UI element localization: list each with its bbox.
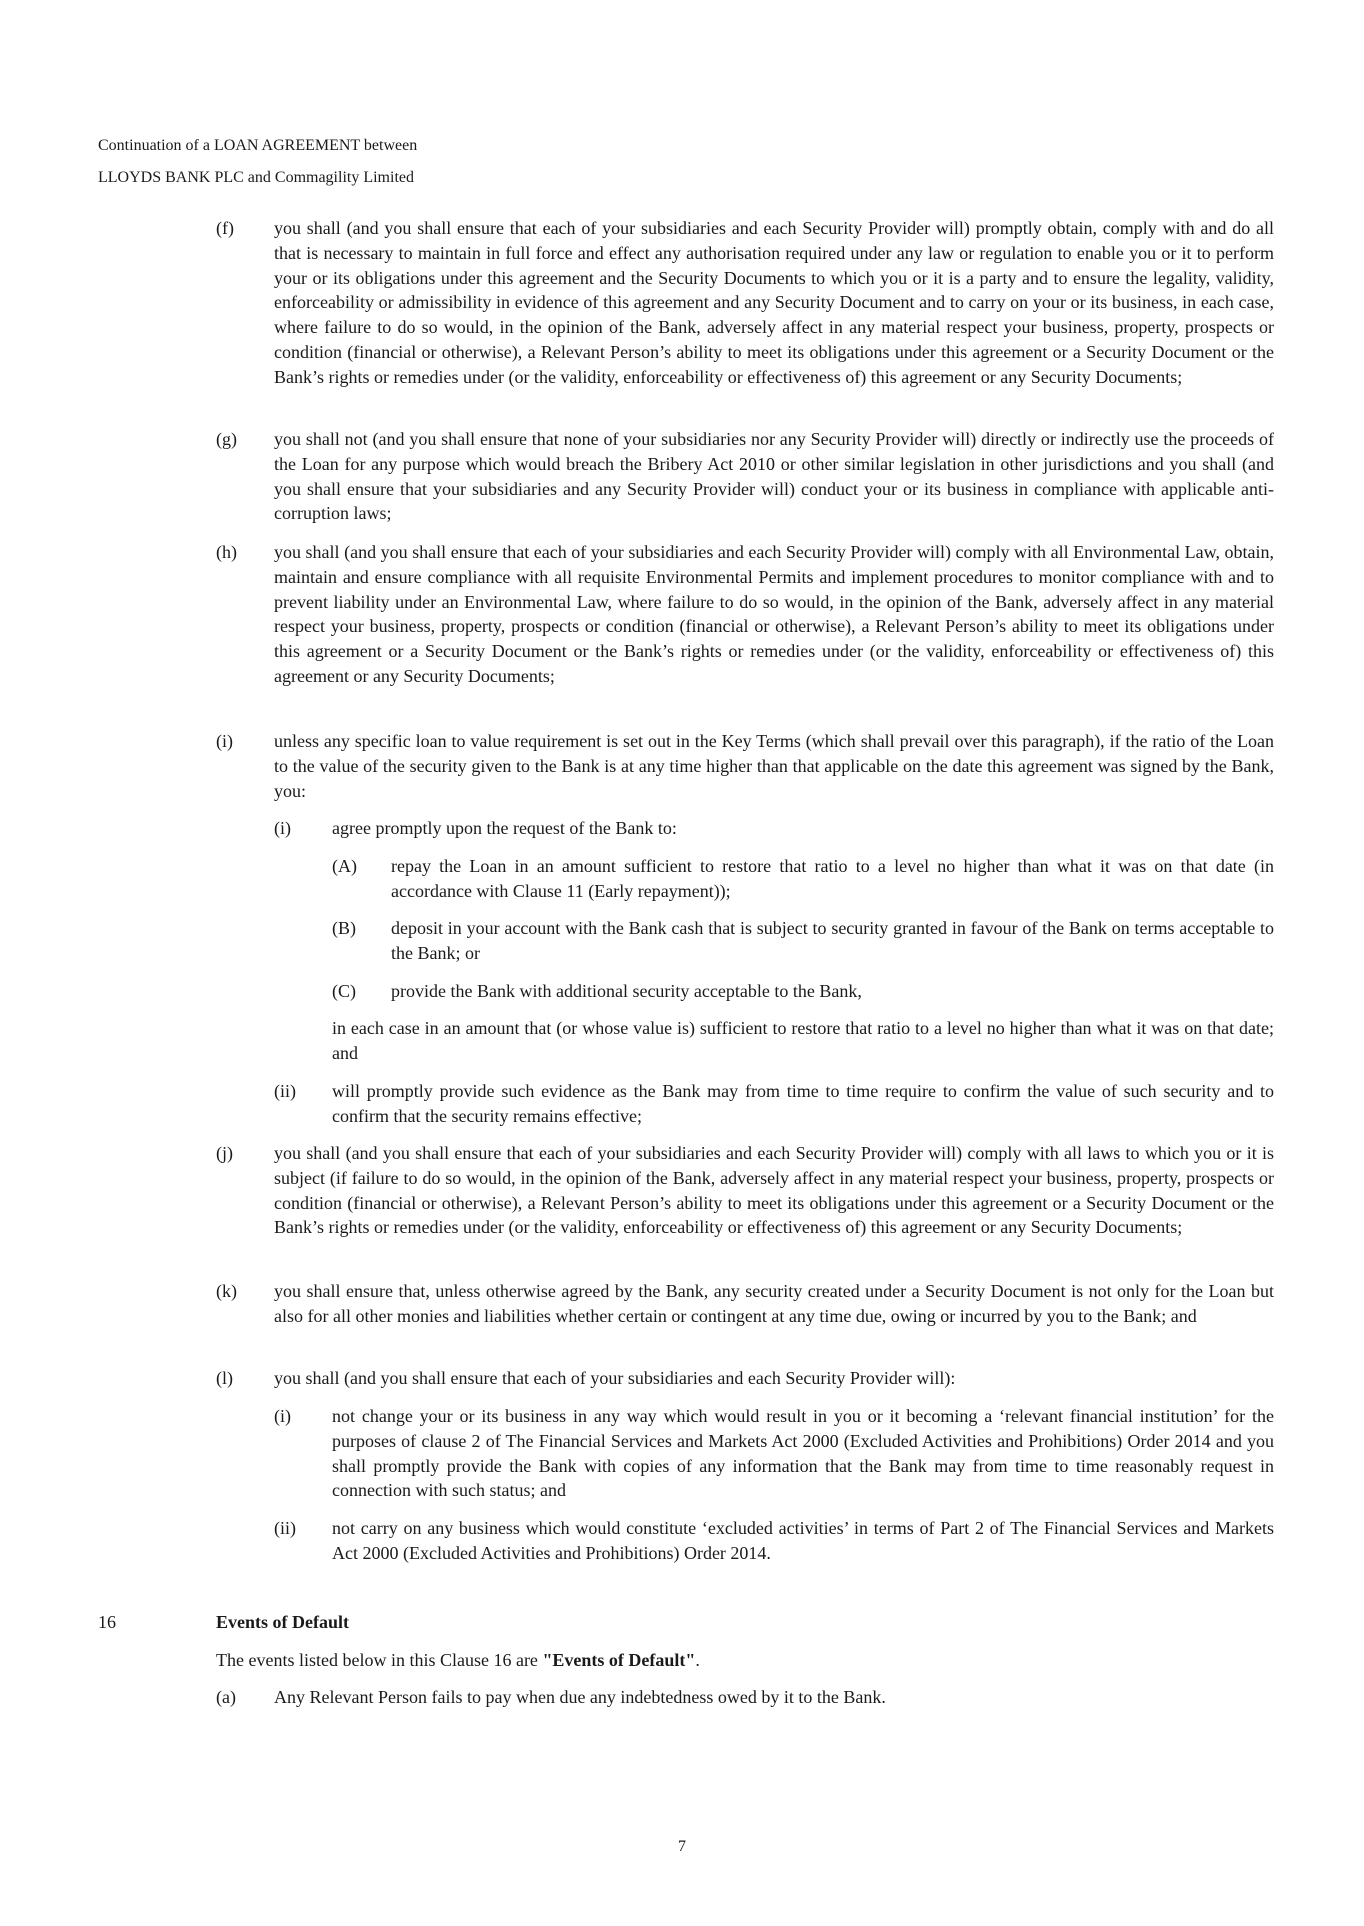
clause-l-label: (l) xyxy=(216,1368,233,1388)
section-16-intro xyxy=(216,1648,1274,1673)
clause-j-label: (j) xyxy=(216,1143,233,1163)
clause-i-i-b-text: deposit in your account with the Bank cash that is subject to security granted in favour of the Bank on terms acceptable to the Bank; or xyxy=(391,918,1274,963)
clause-i-ii-text: will promptly provide such evidence as the Bank may from time to time require to confirm the value of such security and to confirm that the security remains effective; xyxy=(332,1081,1274,1126)
header-line-1: Continuation of a LOAN AGREEMENT between xyxy=(98,137,418,154)
clause-i-text: unless any specific loan to value requirement is set out in the Key Terms (which shall prevail over this paragraph), if the ratio of the Loan to the value of the security given to the Bank is at any time higher than that applicable on the date this agreement was signed by the Bank, you: xyxy=(274,731,1274,801)
clause-i-label: (i) xyxy=(216,731,233,751)
clause-i-i-trailing-text: in each case in an amount that (or whose value is) sufficient to restore that ratio to a level no higher than what it was on that date; and xyxy=(332,1018,1274,1063)
section-16-intro-term: "Events of Default" xyxy=(542,1650,696,1670)
page-number: 7 xyxy=(678,1838,686,1855)
clause-i-i-a-label: (A) xyxy=(332,856,357,876)
section-16-a-label: (a) xyxy=(216,1687,236,1707)
section-16-heading: Events of Default xyxy=(216,1612,349,1632)
clause-k-label: (k) xyxy=(216,1281,237,1301)
clause-i-i-a-text: repay the Loan in an amount sufficient to restore that ratio to a level no higher than what it was on that date (in accordance with Clause 11 (Early repayment)); xyxy=(391,856,1274,901)
clause-i-i-text: agree promptly upon the request of the Bank to: xyxy=(332,818,677,838)
section-16-number: 16 xyxy=(98,1612,116,1632)
clause-i-ii-label: (ii) xyxy=(274,1081,296,1101)
section-16-a-text: Any Relevant Person fails to pay when due any indebtedness owed by it to the Bank. xyxy=(274,1687,886,1707)
clause-f-label: (f) xyxy=(216,218,234,238)
clause-i-i-b-label: (B) xyxy=(332,918,356,938)
clause-i-i-label: (i) xyxy=(274,818,291,838)
clause-l-text: you shall (and you shall ensure that each of your subsidiaries and each Security Provider will): xyxy=(274,1368,956,1388)
clause-f-text: you shall (and you shall ensure that each of your subsidiaries and each Security Provider will) promptly obtain, comply with and do all that is necessary to maintain in full force and effect any authorisation required under any law or regulation to enable you or it to perform your or its obligations under this agreement and the Security Documents to which you or it is a party and to ensure the legality, validity, enforceability or admissibility in evidence of this agreement and any Security Document and to carry on your or its business, in each case, where failure to do so would, in the opinion of the Bank, adversely affect in any material respect your business, property, prospects or condition (financial or otherwise), a Relevant Person’s ability to meet its obligations under this agreement or a Security Document or the Bank’s rights or remedies under (or the validity, enforceability or effectiveness of) this agreement or any Security Documents; xyxy=(274,218,1274,387)
clause-l-ii-text: not carry on any business which would constitute ‘excluded activities’ in terms of Part 2 of The Financial Services and Markets Act 2000 (Excluded Activities and Prohibitions) Order 2014. xyxy=(332,1518,1274,1563)
clause-h-label: (h) xyxy=(216,542,237,562)
clause-l-i-text: not change your or its business in any way which would result in you or it becoming a ‘relevant financial institution’ for the purposes of clause 2 of The Financial Services and Markets Act 2000 (Excluded Activities and Prohibitions) Order 2014 and you shall promptly provide the Bank with copies of any information that the Bank may from time to time reasonably request in connection with such status; and xyxy=(332,1406,1274,1501)
clause-k-text: you shall ensure that, unless otherwise agreed by the Bank, any security created under a Security Document is not only for the Loan but also for all other monies and liabilities whether certain or contingent at any time due, owing or incurred by you to the Bank; and xyxy=(274,1281,1274,1326)
clause-l-ii-label: (ii) xyxy=(274,1518,296,1538)
clause-l-i-label: (i) xyxy=(274,1406,291,1426)
clause-h-text: you shall (and you shall ensure that each of your subsidiaries and each Security Provider will) comply with all Environmental Law, obtain, maintain and ensure compliance with all requisite Environmental Permits and implement procedures to monitor compliance with and to prevent liability under an Environmental Law, where failure to do so would, in the opinion of the Bank, adversely affect in any material respect your business, property, prospects or condition (financial or otherwise), a Relevant Person’s ability to meet its obligations under this agreement or a Security Document or the Bank’s rights or remedies under (or the validity, enforceability or effectiveness of) this agreement or any Security Documents; xyxy=(274,542,1274,686)
section-16-intro-prefix: The events listed below in this Clause 16 are xyxy=(216,1650,543,1670)
section-16-intro-suffix: . xyxy=(695,1650,700,1670)
clause-g-label: (g) xyxy=(216,429,237,449)
clause-i-i-c-label: (C) xyxy=(332,981,356,1001)
clause-i-i-c-text: provide the Bank with additional security acceptable to the Bank, xyxy=(391,981,862,1001)
clause-g-text: you shall not (and you shall ensure that none of your subsidiaries nor any Security Provider will) directly or indirectly use the proceeds of the Loan for any purpose which would breach the Bribery Act 2010 or other similar legislation in other jurisdictions and you shall (and you shall ensure that your subsidiaries and any Security Provider will) conduct your or its business in compliance with applicable anti-corruption laws; xyxy=(274,429,1274,524)
clause-j-text: you shall (and you shall ensure that each of your subsidiaries and each Security Provider will) comply with all laws to which you or it is subject (if failure to do so would, in the opinion of the Bank, adversely affect in any material respect your business, property, prospects or condition (financial or otherwise), a Relevant Person’s ability to meet its obligations under this agreement or a Security Document or the Bank’s rights or remedies under (or the validity, enforceability or effectiveness of) this agreement or any Security Documents; xyxy=(274,1143,1274,1238)
header-line-2: LLOYDS BANK PLC and Commagility Limited xyxy=(98,169,414,186)
